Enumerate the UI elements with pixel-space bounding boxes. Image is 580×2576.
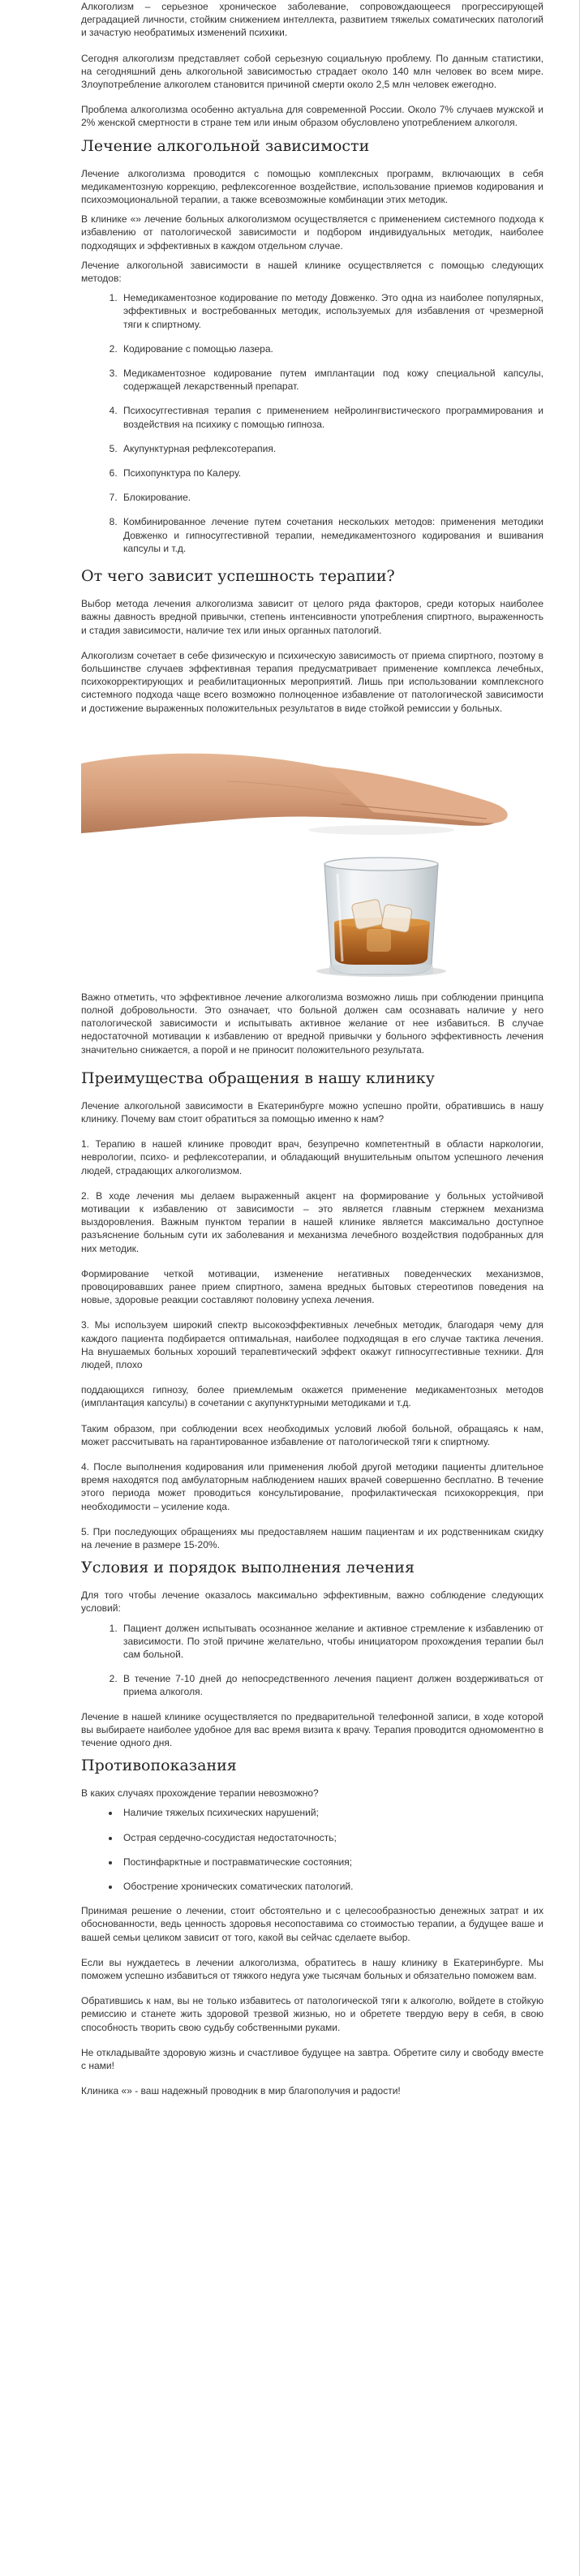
conditions-intro: Для того чтобы лечение оказалось максимально эффективным, важно соблюдение следующих условий: <box>81 1589 543 1615</box>
contraindications-list <box>81 1806 543 1893</box>
treatment-paragraph-3: Лечение алкогольной зависимости в нашей клинике осуществляется с помощью следующих методов: <box>81 259 543 285</box>
success-paragraph-1: Выбор метода лечения алкоголизма зависит от целого ряда факторов, среди которых наиболее важны давность вредной привычки, степень интенсивности употребления спиртного, выраженность и стадия зависимости, наличие тех или иных органных патологий. <box>81 598 543 636</box>
intro-paragraph-3: Проблема алкоголизма особенно актуальна для современной России. Около 7% случаев мужской и 2% женской смертности в стране тем или иным образом обусловлено употреблением алкоголя. <box>81 104 543 129</box>
advantages-paragraph: 5. При последующих обращениях мы предоставляем нашим пациентам и их родственникам скидку на лечение в размере 15-20%. <box>81 1525 543 1551</box>
contraindications-intro: В каких случаях прохождение терапии невозможно? <box>81 1787 319 1800</box>
advantages-paragraph: 2. В ходе лечения мы делаем выраженный акцент на формирование у больных устойчивой мотивации к избавлению от зависимости – это является главным стержнем механизма выздоровления. Важным пунктом терапии в нашей клинике является максимально доступное разъяснение больным сути их заболевания и механизма лечебного воздействия подобранных для них методик. <box>81 1189 543 1254</box>
hand-shadow <box>308 825 454 835</box>
methods-list-item: 3. Медикаментозное кодирование путем имплантации под кожу специальной капсулы, содержащей лекарственный препарат. <box>120 367 543 393</box>
conditions-outro: Лечение в нашей клинике осуществляется по предварительной телефонной записи, в ходе которой вы выбираете наиболее удобное для вас время визита к врачу. Терапия проводится одномоментно в течение одного дня. <box>81 1710 543 1749</box>
ice-cube-2 <box>381 904 413 932</box>
advantages-paragraph: поддающихся гипнозу, более приемлемым окажется применение медикаментозных методов (имплантация капсулы) в сочетании с акупунктурными методиками и т.д. <box>81 1384 543 1409</box>
advantages-paragraph: Формирование четкой мотивации, изменение негативных поведенческих механизмов, провоцировавших ранее прием спиртного, замена вредных бытовых стереотипов поведения на новые, здоровые реакции составляют половину успеха лечения. <box>81 1267 543 1306</box>
methods-list <box>81 291 543 555</box>
advantages-paragraph: 4. После выполнения кодирования или применения любой другой методики пациенты длительное время находятся под амбулаторным наблюдением наших врачей совершенно бесплатно. В течение этого периода может проводиться консультирование, профилактическая психокоррекция, при необходимости – усиление кода. <box>81 1461 543 1512</box>
advantages-paragraph: 1. Терапию в нашей клинике проводит врач, безупречно компетентный в области наркологии, неврологии, психо- и рефлексотерапии, и обладающий внушительным опытом успешного лечения людей, страдающих алкоголизмом. <box>81 1138 543 1176</box>
success-after-image-paragraph: Важно отметить, что эффективное лечение алкоголизма возможно лишь при соблюдении принципа полной добровольности. Это означает, что больной должен сам осознавать наличие у него патологической зависимости и испытывать активное желание от нее избавиться. В случае недостаточной мотивации к избавлению от вредной привычки у больного эффективность лечения значительно снижается, а порой и не приносит положительного результата. <box>81 991 543 1056</box>
article <box>81 0 543 2110</box>
success-heading: От чего зависит успешность терапии? <box>81 567 395 586</box>
treatment-heading: Лечение алкогольной зависимости <box>81 136 370 155</box>
contraindications-list-item: • Постинфарктные и постравматические состояния; <box>120 1856 543 1869</box>
closing-slogan: Клиника «» - ваш надежный проводник в мир благополучия и радости! <box>81 2085 401 2097</box>
intro-paragraph-2: Сегодня алкоголизм представляет собой серьезную социальную проблему. По данным статистики, на сегодняшний день алкогольной зависимостью страдает около 140 млн человек во всем мире. Злоупотребление алкоголем становится причиной смерти около 2,5 млн человек ежегодно. <box>81 52 543 91</box>
contraindications-heading: Противопоказания <box>81 1757 237 1775</box>
methods-list-item: 5. Акупунктурная рефлексотерапия. <box>120 442 543 455</box>
advantages-paragraph: Лечение алкогольной зависимости в Екатеринбурге можно успешно пройти, обратившись в нашу клинику. Почему вам стоит обратиться за помощью именно к нам? <box>81 1099 543 1125</box>
closing-paragraph: Если вы нуждаетесь в лечении алкоголизма, обратитесь в нашу клинику в Екатеринбурге. Мы поможем успешно избавиться от тяжкого недуга уже тысячам больных и обязательно поможем вам. <box>81 1956 543 1982</box>
hand-over-glass-illustration <box>81 734 543 984</box>
closing-paragraph: Не откладывайте здоровую жизнь и счастливое будущее на завтра. Обретите силу и свободу вместе с нами! <box>81 2046 543 2072</box>
methods-list-item: 2. Кодирование с помощью лазера. <box>120 342 543 355</box>
conditions-list <box>81 1622 543 1699</box>
advantages-paragraph: 3. Мы используем широкий спектр высокоэффективных лечебных методик, благодаря чему для каждого пациента подбирается оптимальная, наиболее подходящая в его случае тактика лечения. На внушаемых больных хороший терапевтический эффект окажут гипносуггестивные техники. Для людей, плохо <box>81 1319 543 1370</box>
intro-paragraph-1: Алкоголизм – серьезное хроническое заболевание, сопровождающееся прогрессирующей деградацией личности, стойким снижением интеллекта, развитием тяжелых соматических патологий и зачастую необратимых изменений психики. <box>81 1 543 39</box>
treatment-paragraph-2: В клинике «» лечение больных алкоголизмом осуществляется с применением системного подхода к избавлению от патологической зависимости и подбором индивидуальных методик, наиболее подходящих и эффективных в каждом отдельном случае. <box>81 213 543 252</box>
methods-list-item: 8. Комбинированное лечение путем сочетания нескольких методов: применения методики Довженко и гипносуггестивной терапии, немедикаментозного кодирования и вшивания капсулы и т.д. <box>120 515 543 555</box>
ice-cube-1 <box>351 899 384 930</box>
advantages-heading: Преимущества обращения в нашу клинику <box>81 1069 435 1087</box>
contraindications-list-item: • Наличие тяжелых психических нарушений; <box>120 1806 543 1819</box>
success-paragraph-2: Алкоголизм сочетает в себе физическую и психическую зависимость от приема спиртного, поэтому в большинстве случаев эффективная терапия предусматривает применение комплекса лечебных, психокорректирующих и реабилитационных мероприятий. Лишь при использовании комплексного системного подхода чаще всего возможно полноценное избавление от патологической зависимости и достижение выраженных положительных результатов в виде стойкой ремиссии у больных. <box>81 649 543 714</box>
advantages-paragraph: Таким образом, при соблюдении всех необходимых условий любой больной, обращаясь к нам, может рассчитывать на гарантированное избавление от патологической тяги к спиртному. <box>81 1422 543 1447</box>
conditions-list-item: 2. В течение 7-10 дней до непосредственного лечения пациент должен воздерживаться от приема алкоголя. <box>120 1672 543 1698</box>
methods-list-item: 4. Психосуггестивная терапия с применением нейролингвистического программирования и воздействия на психику с помощью гипноза. <box>120 404 543 430</box>
closing-paragraph: Принимая решение о лечении, стоит обстоятельно и с целесообразностью денежных затрат и их обоснованности, ведь ценность здоровья несопоставима со стоимостью терапии, а будущее ваше и вашей семьи целиком зависит от того, какой вы сейчас сделаете выбор. <box>81 1905 543 1943</box>
methods-list-item: 7. Блокирование. <box>120 491 543 504</box>
methods-list-item: 6. Психопунктура по Калеру. <box>120 467 543 480</box>
conditions-heading: Условия и порядок выполнения лечения <box>81 1559 415 1577</box>
closing-paragraph: Обратившись к нам, вы не только избавитесь от патологической тяги к алкоголю, войдете в стойкую ремиссию и станете жить здоровой трезвой жизнью, но и обретете твердую веру в себя, в свою способность творить свою судьбу собственными руками. <box>81 1995 543 2033</box>
methods-list-item: 1. Немедикаментозное кодирование по методу Довженко. Это одна из наиболее популярных, эффективных и востребованных методик, используемых для избавления от чрезмерной тяги к спиртному. <box>120 291 543 331</box>
conditions-list-item: 1. Пациент должен испытывать осознанное желание и активное стремление к избавлению от зависимости. По этой причине желательно, чтобы инициатором прохождения терапии был сам больной. <box>120 1622 543 1662</box>
contraindications-list-item: • Острая сердечно-сосудистая недостаточность; <box>120 1831 543 1844</box>
contraindications-list-item: • Обострение хронических соматических патологий. <box>120 1880 543 1893</box>
treatment-paragraph-1: Лечение алкоголизма проводится с помощью комплексных программ, включающих в себя медикаментозную коррекцию, рефлексогенное воздействие, использование приемов кодирования и психоэмоциональной терапии, а также всевозможные комбинации этих методик. <box>81 167 543 206</box>
hand-over-glass-image <box>81 734 543 984</box>
